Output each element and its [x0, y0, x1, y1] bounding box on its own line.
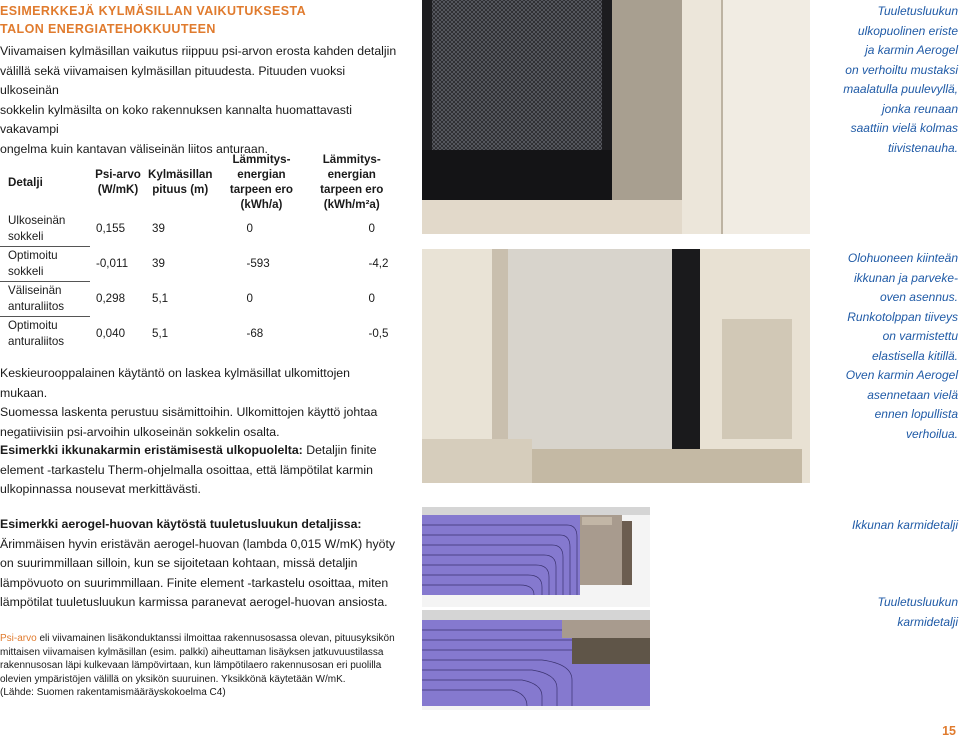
- col-header-psi: Psi-arvo (W/mK): [95, 168, 141, 196]
- ventilation-hatch-photo: [422, 0, 810, 234]
- window-frame-therm-diagram: [422, 507, 650, 607]
- caption-line: Ikkunan karmidetalji: [851, 518, 958, 532]
- row-diff-m2: 0: [368, 292, 375, 305]
- ventilation-hatch-illustration: [422, 0, 810, 234]
- caption-window-frame-detail: [828, 516, 958, 536]
- caption-line: on varmistettu: [882, 329, 958, 343]
- source-reference: (Lähde: Suomen rakentamismääräyskokoelma C4): [0, 687, 226, 698]
- row-psi: 0,155: [96, 222, 126, 236]
- table-row: [0, 282, 395, 317]
- caption-line: on verhoiltu mustaksi: [845, 62, 958, 77]
- row-psi: 0,040: [96, 326, 126, 340]
- table-row: [0, 317, 395, 352]
- psi-term: Psi-arvo: [0, 633, 37, 644]
- row-name: Väliseinän anturaliitos: [0, 282, 90, 317]
- table-row: [0, 247, 395, 282]
- row-name: Optimoitu sokkeli: [0, 247, 90, 282]
- caption-hatch-frame-detail: [828, 593, 958, 632]
- frame-example-title: Esimerkki ikkunakarmin eristämisestä ulkopuolelta:: [0, 443, 303, 457]
- row-diff-a: -593: [246, 257, 270, 270]
- caption-line: ennen lopullista: [874, 407, 958, 421]
- caption-line: karmidetalji: [897, 614, 958, 629]
- caption-window-door: [828, 249, 958, 444]
- hatch-frame-therm-diagram: [422, 610, 650, 710]
- intro-paragraph: [0, 42, 405, 159]
- caption-line: ulkopuolinen eriste: [857, 23, 958, 38]
- aerogel-example-title: Esimerkki aerogel-huovan käytöstä tuuletusluukun detaljissa:: [0, 517, 362, 531]
- caption-line: saattiin vielä kolmas: [850, 121, 958, 135]
- window-door-installation-photo: [422, 249, 810, 483]
- intro-line: Viivamaisen kylmäsillan vaikutus riippuu psi-arvon erosta kahden detaljin: [0, 44, 397, 58]
- col-header-diff-a: Lämmitys-energian tarpeen ero (kWh/a): [229, 153, 294, 211]
- heading-line-1: ESIMERKKEJÄ KYLMÄSILLAN VAIKUTUKSESTA: [0, 4, 307, 18]
- measurement-note-paragraph: [0, 364, 400, 442]
- row-length: 39: [152, 222, 165, 236]
- row-diff-a: -68: [246, 326, 264, 340]
- euro-line: Suomessa laskenta perustuu sisämittoihin. Ulkomittojen käyttö johtaa: [0, 405, 378, 419]
- col-header-diff-m2: Lämmitys-energian tarpeen ero (kWh/m²a): [320, 153, 384, 211]
- row-psi: 0,298: [96, 292, 126, 305]
- caption-line: maalatulla puulevyllä,: [843, 82, 958, 96]
- intro-line: ongelma kuin kantavan väliseinän liitos anturaan.: [0, 141, 268, 156]
- caption-line: Tuuletusluukun: [877, 4, 958, 18]
- aerogel-example-text: Ärimmäisen hyvin eristävän aerogel-huovan (lambda 0,015 W/mK) hyöty on suurimmillaan silloin, kun se sijoitetaan kohtaan, missä detaljin lämpövuoto on suurimmillaan. Finite element -tarkastelu osoittaa, miten lämpötilat tuuletusluukun karmissa paranevat aerogel-huovan ansiosta.: [0, 536, 396, 609]
- window-installation-illustration: [422, 249, 810, 483]
- caption-line: oven asennus.: [879, 290, 958, 304]
- psi-definition-text: eli viivamainen lisäkonduktanssi ilmoittaa rakennusosassa olevan, pituusyksikön mittaisen viivamaisen kylmäsillan (esim. palkki) aiheuttaman lisäyksen jatkuvuustilassa rakennusosan läpi kulkevaan lämpövirtaan, kun lämpötilaero rakennusosan eri puolilla olevien ympäristöjen välillä on yksikön suuruinen. Yksikkönä käytetään W/mK.: [0, 633, 395, 685]
- caption-ventilation-hatch: [828, 2, 958, 158]
- euro-line: negatiivisiin psi-arvoihin ulkoseinän sokkelin osalta.: [0, 424, 280, 439]
- row-diff-a: 0: [246, 222, 253, 236]
- frame-example-text: Detaljin finite element -tarkastelu Therm-ohjelmalla osoittaa, että lämpötilat karmin ulkopinnassa nousevat merkittävästi.: [0, 443, 377, 496]
- psi-definition-note: [0, 632, 400, 700]
- row-name: Ulkoseinän sokkeli: [8, 214, 66, 243]
- row-psi: -0,011: [96, 257, 129, 270]
- row-length: 5,1: [152, 326, 169, 340]
- row-diff-m2: 0: [368, 222, 375, 236]
- caption-line: jonka reunaan: [881, 101, 958, 116]
- intro-line: sokkelin kylmäsilta on koko rakennuksen kannalta huomattavasti vakavampi: [0, 102, 353, 136]
- heading-line-2: TALON ENERGIATEHOKKUUTEEN: [0, 22, 216, 36]
- table-header-row: [0, 152, 395, 212]
- caption-line: Oven karmin Aerogel: [845, 368, 958, 382]
- therm-diagram-hatch: [422, 610, 650, 710]
- thermal-bridge-table: [0, 152, 395, 351]
- section-heading: [0, 2, 330, 38]
- caption-line: ja karmin Aerogel: [865, 43, 958, 57]
- therm-diagram-window: [422, 507, 650, 607]
- caption-line: asennetaan vielä: [867, 387, 958, 402]
- caption-line: Runkotolppan tiiveys: [847, 309, 958, 324]
- col-header-length: Kylmäsillan pituus (m): [148, 168, 213, 196]
- page-number: 15: [942, 724, 956, 738]
- intro-line: välillä sekä viivamaisen kylmäsillan pituudesta. Pituuden vuoksi ulkoseinän: [0, 63, 346, 97]
- row-diff-m2: -0,5: [368, 326, 389, 340]
- frame-example-paragraph: [0, 441, 400, 500]
- col-header-detail: Detalji: [8, 175, 43, 189]
- euro-line: Keskieurooppalainen käytäntö on laskea kylmäsillat ulkomittojen mukaan.: [0, 366, 350, 400]
- caption-line: tiivistenauha.: [887, 140, 958, 155]
- row-length: 5,1: [152, 292, 169, 305]
- table-row: [0, 212, 395, 247]
- caption-line: verhoilua.: [905, 426, 958, 441]
- row-diff-a: 0: [246, 292, 253, 305]
- caption-line: Tuuletusluukun: [877, 595, 958, 609]
- aerogel-example-paragraph: [0, 515, 400, 613]
- row-diff-m2: -4,2: [368, 257, 389, 270]
- row-length: 39: [152, 257, 165, 270]
- caption-line: Olohuoneen kiinteän: [847, 251, 958, 265]
- caption-line: ikkunan ja parveke-: [853, 270, 958, 285]
- caption-line: elastisella kitillä.: [871, 348, 958, 363]
- row-name: Optimoitu anturaliitos: [0, 317, 90, 352]
